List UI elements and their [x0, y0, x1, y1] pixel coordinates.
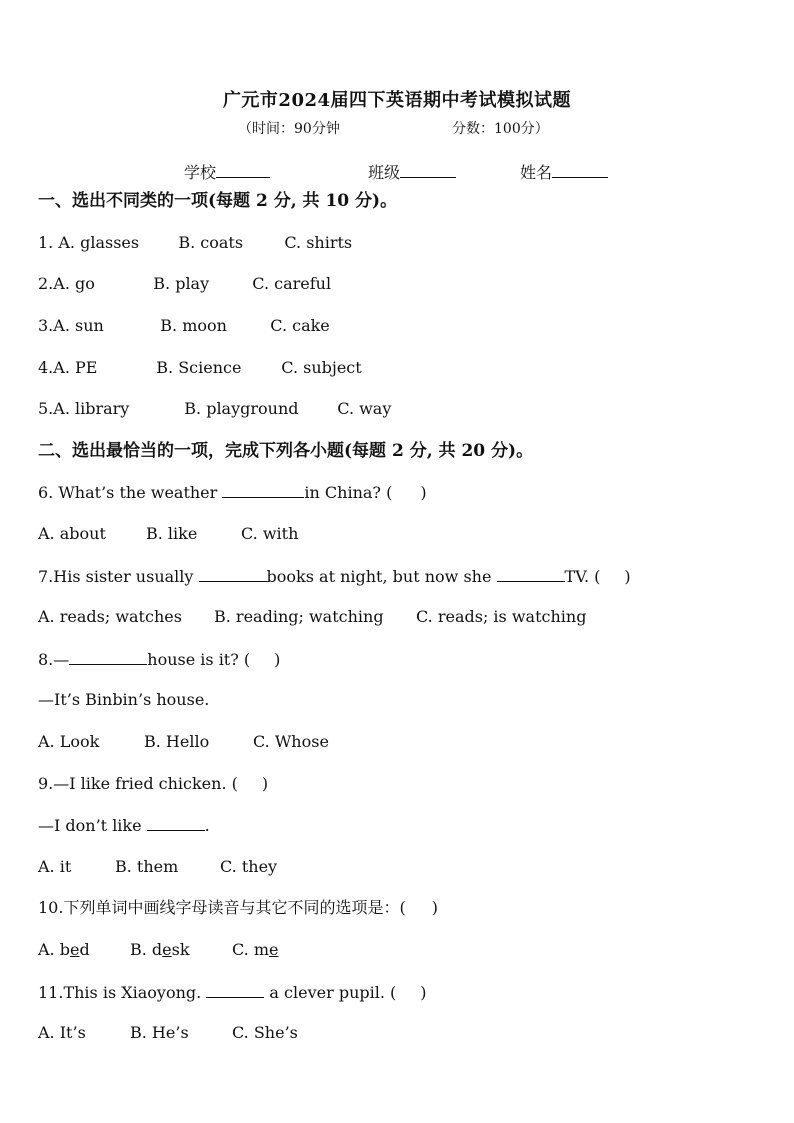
option-a: A. PE: [53, 358, 98, 377]
exam-time: （时间：90分钟: [238, 121, 340, 137]
question-5: [38, 399, 391, 419]
question-number: 3.: [38, 316, 54, 335]
name-blank[interactable]: [552, 161, 608, 178]
option-b-prefix: B. d: [130, 940, 163, 959]
question-9: [38, 774, 268, 794]
page-title: 广元市2024届四下英语期中考试模拟试题: [222, 90, 572, 111]
paren-close: ): [420, 483, 427, 502]
option-c: C. Whose: [253, 732, 329, 751]
option-c: C. She’s: [232, 1023, 298, 1042]
paren-close: ): [420, 983, 427, 1002]
class-label: 班级: [368, 163, 401, 182]
question-stem: 7.His sister usually: [38, 567, 199, 586]
question-number: 5.: [38, 399, 54, 418]
question-7-options: [38, 607, 586, 627]
question-stem: 10.下列单词中画线字母读音与其它不同的选项是：(: [38, 898, 406, 917]
option-a-suffix: d: [79, 940, 90, 959]
paren-close: ): [431, 898, 438, 917]
question-3: [38, 316, 330, 336]
question-11-options: [38, 1023, 298, 1043]
option-a-underlined: e: [69, 940, 80, 959]
question-stem-cont: in China? (: [304, 483, 393, 502]
class-field: [368, 160, 456, 183]
question-11: [38, 982, 427, 1003]
option-c: [232, 940, 278, 960]
name-label: 姓名: [520, 163, 553, 182]
question-stem: 6. What’s the weather: [38, 483, 223, 502]
question-8-options: [38, 732, 329, 752]
school-label: 学校: [184, 163, 217, 182]
option-b: B. reading; watching: [214, 607, 384, 626]
answer-blank[interactable]: [69, 649, 147, 665]
option-a: A. It’s: [38, 1023, 86, 1042]
option-a-prefix: A. b: [38, 940, 70, 959]
answer-blank-1[interactable]: [199, 566, 267, 582]
question-6: [38, 482, 427, 503]
section-1-heading: 一、选出不同类的一项(每题 2 分, 共 10 分)。: [38, 191, 398, 211]
answer-blank[interactable]: [222, 482, 304, 498]
answer-blank[interactable]: [147, 815, 205, 831]
option-b: B. Hello: [144, 732, 210, 751]
option-b: [130, 940, 232, 960]
option-c-underlined: e: [269, 940, 279, 959]
paren-close: ): [261, 774, 269, 793]
question-number: 1.: [38, 233, 59, 252]
option-c: C. subject: [281, 358, 362, 377]
option-b: B. moon: [160, 316, 227, 335]
question-9-reply: [38, 815, 210, 836]
question-8-reply: —It’s Binbin’s house.: [38, 690, 210, 709]
question-number: 2.: [38, 274, 54, 293]
class-blank[interactable]: [400, 161, 456, 178]
option-a: A. about: [38, 524, 106, 543]
paren-close: ): [274, 650, 281, 669]
option-a: A. reads; watches: [38, 607, 182, 626]
option-b: B. Science: [156, 358, 242, 377]
question-stem-cont: a clever pupil. (: [264, 983, 397, 1002]
option-b: B. play: [153, 274, 210, 293]
option-c: C. with: [241, 524, 299, 543]
question-1: [38, 233, 352, 253]
option-a: A. glasses: [58, 233, 140, 252]
option-a: A. library: [53, 399, 130, 418]
option-a: A. sun: [53, 316, 104, 335]
question-stem-cont: TV. (: [564, 567, 601, 586]
question-stem-mid: books at night, but now she: [266, 567, 497, 586]
school-field: [184, 160, 270, 183]
name-field: [520, 160, 608, 183]
option-c: C. they: [220, 857, 278, 876]
question-6-options: [38, 524, 298, 544]
school-blank[interactable]: [216, 161, 270, 178]
reply-end: .: [204, 816, 210, 835]
question-9-options: [38, 857, 277, 877]
option-b: B. coats: [178, 233, 244, 252]
option-b: B. like: [146, 524, 198, 543]
option-b: B. He’s: [130, 1023, 189, 1042]
option-c: C. shirts: [284, 233, 353, 252]
reply-stem: —I don’t like: [38, 816, 147, 835]
answer-blank[interactable]: [206, 982, 264, 998]
question-8: [38, 649, 280, 670]
question-stem: 9.—I like fried chicken. (: [38, 774, 238, 793]
option-b-underlined: e: [162, 940, 172, 959]
option-b-suffix: sk: [171, 940, 190, 959]
question-10-options: [38, 940, 278, 960]
question-stem: 11.This is Xiaoyong.: [38, 983, 207, 1002]
paren-close: ): [624, 567, 631, 586]
question-4: [38, 358, 362, 378]
question-number: 4.: [38, 358, 54, 377]
option-c: C. cake: [270, 316, 330, 335]
option-b: B. playground: [184, 399, 299, 418]
option-c: C. reads; is watching: [416, 607, 587, 626]
option-a: A. go: [53, 274, 95, 293]
option-c: C. way: [337, 399, 392, 418]
option-c-prefix: C. m: [232, 940, 270, 959]
option-a: A. Look: [38, 732, 100, 751]
question-7: [38, 566, 631, 587]
exam-score: 分数：100分）: [452, 121, 549, 137]
question-10: [38, 898, 438, 918]
question-2: [38, 274, 331, 294]
section-2-heading: 二、选出最恰当的一项，完成下列各小题(每题 2 分, 共 20 分)。: [38, 441, 534, 461]
question-stem: 8.—: [38, 650, 70, 669]
answer-blank-2[interactable]: [497, 566, 565, 582]
option-c: C. careful: [252, 274, 332, 293]
question-stem-cont: house is it? (: [147, 650, 251, 669]
option-a: A. it: [38, 857, 72, 876]
option-a: [38, 940, 130, 960]
option-b: B. them: [115, 857, 179, 876]
